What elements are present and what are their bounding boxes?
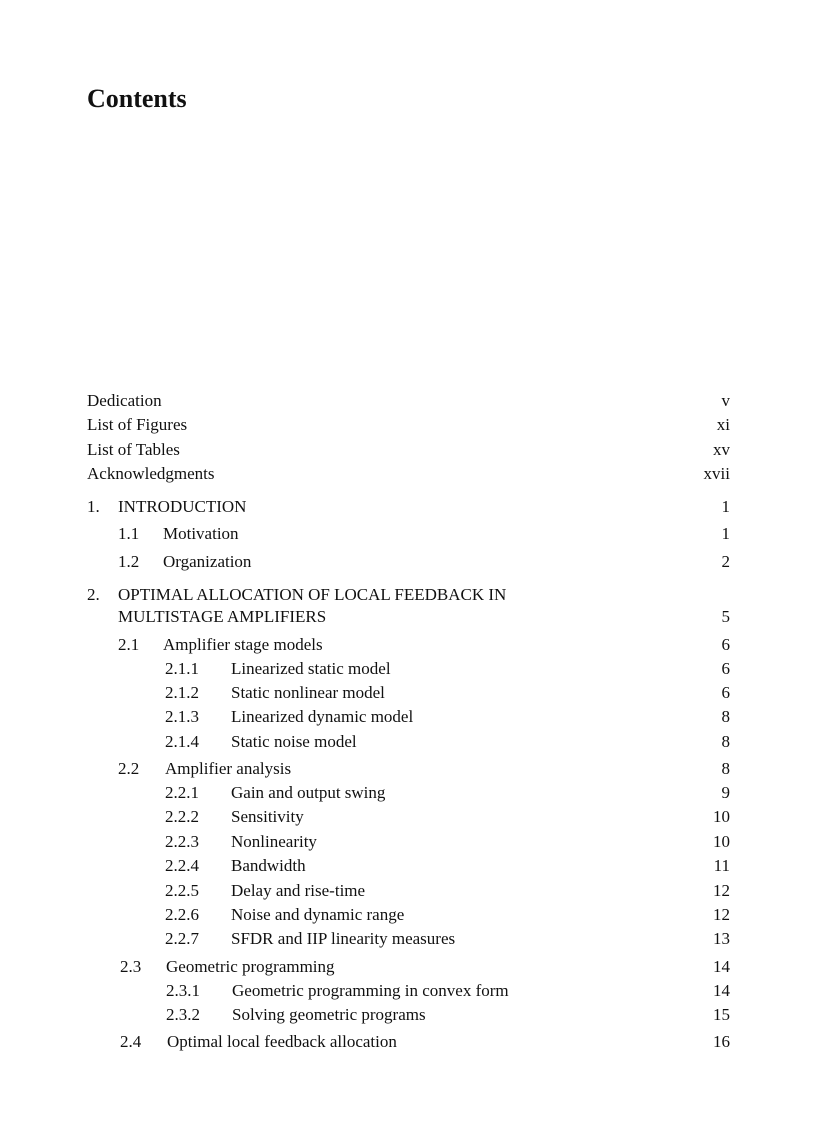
toc-section-1-1[interactable] (0, 523, 816, 545)
toc-subsection-2-1-4[interactable] (0, 731, 816, 753)
toc-entry-page: v (721, 391, 730, 410)
toc-subsection-number: 2.2.7 (165, 929, 199, 948)
toc-section-title: Geometric programming (166, 957, 335, 976)
toc-section-1-2[interactable] (0, 551, 816, 573)
toc-subsection-2-3-2[interactable] (0, 1004, 816, 1026)
toc-subsection-2-2-1[interactable] (0, 782, 816, 804)
toc-entry-label: List of Figures (87, 415, 188, 434)
toc-subsection-number: 2.2.1 (165, 783, 199, 802)
toc-entry-list-of-figures[interactable] (0, 414, 816, 436)
toc-section-page: 6 (721, 635, 730, 654)
toc-section-number: 2.4 (120, 1032, 142, 1051)
toc-subsection-page: 15 (713, 1005, 730, 1024)
toc-chapter-page: 5 (721, 607, 730, 626)
toc-section-title: Amplifier stage models (163, 635, 323, 654)
toc-section-title: Optimal local feedback allocation (167, 1032, 397, 1051)
toc-subsection-title: Static noise model (231, 732, 357, 751)
toc-subsection-number: 2.2.2 (165, 807, 199, 826)
toc-subsection-2-1-3[interactable] (0, 706, 816, 728)
toc-subsection-number: 2.1.2 (165, 683, 199, 702)
toc-subsection-page: 10 (713, 832, 730, 851)
toc-section-number: 1.2 (118, 552, 140, 571)
page-title: Contents (87, 84, 187, 113)
toc-section-page: 2 (721, 552, 730, 571)
toc-subsection-2-2-3[interactable] (0, 831, 816, 853)
toc-subsection-page: 11 (713, 856, 730, 875)
toc-subsection-page: 10 (713, 807, 730, 826)
toc-entry-dedication[interactable] (0, 390, 816, 412)
toc-chapter-page: 1 (721, 497, 730, 516)
toc-section-2-1[interactable] (0, 634, 816, 656)
toc-chapter-number: 1. (87, 497, 100, 516)
toc-subsection-title: Sensitivity (231, 807, 304, 826)
toc-chapter-number: 2. (87, 585, 100, 604)
toc-subsection-title: Delay and rise-time (231, 881, 366, 900)
toc-subsection-page: 8 (721, 707, 730, 726)
toc-subsection-page: 13 (713, 929, 730, 948)
toc-section-2-2[interactable] (0, 758, 816, 780)
toc-section-page: 8 (721, 759, 730, 778)
toc-section-number: 2.3 (120, 957, 142, 976)
toc-entry-page: xi (716, 415, 730, 434)
toc-chapter-title: OPTIMAL ALLOCATION OF LOCAL FEEDBACK IN (118, 585, 507, 604)
toc-section-title: Motivation (163, 524, 239, 543)
toc-subsection-title: Solving geometric programs (232, 1005, 426, 1024)
toc-subsection-title: Noise and dynamic range (231, 905, 405, 924)
toc-section-number: 1.1 (118, 524, 140, 543)
toc-subsection-page: 12 (713, 881, 730, 900)
toc-subsection-2-2-6[interactable] (0, 904, 816, 926)
toc-subsection-number: 2.2.3 (165, 832, 199, 851)
toc-entry-page: xvii (703, 464, 730, 483)
toc-subsection-page: 6 (721, 659, 730, 678)
toc-subsection-2-3-1[interactable] (0, 980, 816, 1002)
toc-subsection-page: 12 (713, 905, 730, 924)
toc-subsection-page: 6 (721, 683, 730, 702)
toc-section-number: 2.1 (118, 635, 140, 654)
toc-chapter-1[interactable] (0, 496, 816, 518)
toc-subsection-title: SFDR and IIP linearity measures (231, 929, 456, 948)
toc-subsection-title: Gain and output swing (231, 783, 386, 802)
toc-chapter-2-line-1[interactable] (0, 584, 816, 606)
toc-chapter-title-continued: MULTISTAGE AMPLIFIERS (118, 607, 327, 626)
toc-section-title: Amplifier analysis (165, 759, 292, 778)
toc-section-number: 2.2 (118, 759, 140, 778)
toc-subsection-title: Bandwidth (231, 856, 306, 875)
toc-entry-label: List of Tables (87, 440, 180, 459)
toc-entry-label: Dedication (87, 391, 162, 410)
toc-subsection-number: 2.2.6 (165, 905, 199, 924)
toc-subsection-number: 2.1.1 (165, 659, 199, 678)
toc-subsection-2-2-4[interactable] (0, 855, 816, 877)
toc-subsection-number: 2.3.2 (166, 1005, 200, 1024)
toc-subsection-2-2-7[interactable] (0, 928, 816, 950)
toc-section-2-3[interactable] (0, 956, 816, 978)
toc-section-page: 1 (721, 524, 730, 543)
toc-section-page: 16 (713, 1032, 730, 1051)
toc-section-title: Organization (163, 552, 252, 571)
toc-subsection-2-2-2[interactable] (0, 806, 816, 828)
toc-subsection-title: Nonlinearity (231, 832, 317, 851)
toc-subsection-title: Linearized static model (231, 659, 391, 678)
toc-subsection-number: 2.2.4 (165, 856, 199, 875)
toc-chapter-title: INTRODUCTION (118, 497, 247, 516)
toc-subsection-number: 2.1.3 (165, 707, 199, 726)
toc-entry-page: xv (713, 440, 730, 459)
toc-entry-label: Acknowledgments (87, 464, 215, 483)
toc-section-2-4[interactable] (0, 1031, 816, 1053)
toc-subsection-page: 8 (721, 732, 730, 751)
toc-subsection-page: 9 (721, 783, 730, 802)
toc-subsection-2-2-5[interactable] (0, 880, 816, 902)
toc-entry-acknowledgments[interactable] (0, 463, 816, 485)
toc-subsection-title: Linearized dynamic model (231, 707, 414, 726)
toc-subsection-page: 14 (713, 981, 730, 1000)
toc-subsection-number: 2.2.5 (165, 881, 199, 900)
toc-subsection-title: Static nonlinear model (231, 683, 385, 702)
toc-subsection-number: 2.1.4 (165, 732, 199, 751)
toc-subsection-2-1-1[interactable] (0, 658, 816, 680)
toc-subsection-number: 2.3.1 (166, 981, 200, 1000)
toc-entry-list-of-tables[interactable] (0, 439, 816, 461)
toc-section-page: 14 (713, 957, 730, 976)
toc-subsection-2-1-2[interactable] (0, 682, 816, 704)
toc-chapter-2-line-2[interactable] (0, 606, 816, 628)
toc-subsection-title: Geometric programming in convex form (232, 981, 509, 1000)
